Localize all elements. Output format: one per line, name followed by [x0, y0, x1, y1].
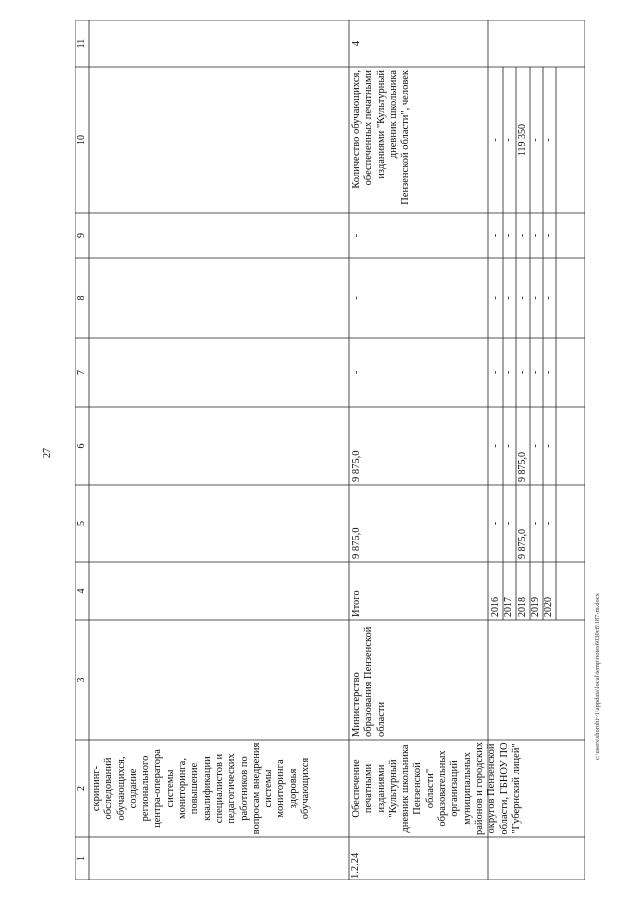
- column-number-8-text: 8: [75, 295, 87, 301]
- year-2016-c10-text: -: [490, 138, 502, 142]
- year-2019-c5: [530, 485, 543, 562]
- column-number-10-text: 10: [75, 135, 87, 145]
- year-2017-c7: [503, 338, 516, 407]
- row-total-c11: [349, 20, 585, 67]
- row-total-c9: [349, 213, 488, 258]
- year-2019-text: 2019: [530, 597, 542, 617]
- year-2020: [543, 562, 556, 620]
- row-total-c8-text: -: [351, 296, 362, 300]
- year-2020-c10-text: -: [543, 138, 555, 142]
- column-number-5: [75, 485, 89, 562]
- year-2019-c6: [530, 407, 543, 485]
- column-number-3: [75, 620, 89, 740]
- year-2020-c5: [543, 485, 556, 562]
- year-2017: [503, 562, 516, 620]
- year-2020-c6-text: -: [543, 444, 555, 448]
- year-2018-c6-text: 9 875,0: [516, 452, 528, 482]
- year-2016-c6-text: -: [490, 444, 502, 448]
- year-2017-c7-text: -: [503, 370, 515, 375]
- year-2018-c8: [516, 258, 530, 338]
- year-2018-c7: [516, 338, 530, 407]
- column-number-9-text: 9: [75, 233, 87, 238]
- year-2017-c9-text: -: [503, 233, 515, 238]
- row-total-label-text: Итого: [351, 590, 362, 617]
- column-number-6: [75, 407, 89, 485]
- column-number-9: [75, 213, 89, 258]
- continued-row-name-text: скрининг-обследований обучающихся, создание регионального центра-оператора системы мониторинга, повышение квалификации специалистов и педагогических работников по вопросам внедрения системы мониторинга здоровья обучающихся: [91, 742, 312, 835]
- column-number-7-text: 7: [75, 370, 87, 375]
- row-total-c6-text: 9 875,0: [351, 450, 362, 482]
- row-number: [349, 837, 585, 880]
- row-total-label: [349, 562, 488, 620]
- year-2020-c8-text: -: [543, 296, 555, 300]
- column-number-10: [75, 67, 89, 213]
- row-name: [349, 740, 585, 837]
- column-number-5-text: 5: [75, 521, 87, 526]
- year-2019-c8-text: -: [530, 296, 542, 300]
- table: [75, 20, 585, 880]
- row-total-c5-text: 9 875,0: [351, 527, 362, 559]
- continued-row-name: [89, 740, 349, 837]
- year-2020-c6: [543, 407, 556, 485]
- year-2019-c10-text: -: [530, 138, 542, 142]
- year-2020-c7-text: -: [543, 370, 555, 375]
- row-total-c8: [349, 258, 488, 338]
- year-2017-c5-text: -: [503, 521, 515, 526]
- year-2020-c5-text: -: [543, 521, 555, 526]
- column-number-2: [75, 740, 89, 837]
- year-2020-c7: [543, 338, 556, 407]
- year-2016-c9-text: -: [490, 233, 502, 238]
- row-total-c9-text: -: [351, 233, 362, 238]
- row-executor-text: Министерство образования Пензенской области: [351, 626, 387, 737]
- year-2020-text: 2020: [543, 597, 555, 617]
- year-2018-c5: [516, 485, 530, 562]
- column-number-4-text: 4: [75, 588, 87, 594]
- year-2016-c8: [490, 258, 503, 338]
- row-number-text: 1.2.24: [350, 852, 361, 879]
- year-2018-c9: [516, 213, 530, 258]
- year-2019-c7: [530, 338, 543, 407]
- row-name-text: Обеспечение печатными изданиями "Культурный дневник школьника Пензенской области" образовательных организаций муниципальных районов и городских округов Пензенской области, ГБНОУ ПО "Губернский лицей": [351, 742, 522, 835]
- column-number-1: [75, 837, 89, 880]
- year-2017-c10-text: -: [503, 138, 515, 142]
- year-2020-c8: [543, 258, 556, 338]
- column-number-3-text: 3: [75, 677, 87, 683]
- year-2017-c5: [503, 485, 516, 562]
- year-2016-c7: [490, 338, 503, 407]
- year-2016-c7-text: -: [490, 370, 502, 375]
- year-2017-c6-text: -: [503, 444, 515, 448]
- year-2020-c10: [543, 67, 556, 213]
- year-2018-c9-text: -: [516, 233, 528, 238]
- column-number-7: [75, 338, 89, 407]
- column-number-8: [75, 258, 89, 338]
- year-2017-c8-text: -: [503, 296, 515, 300]
- year-2016-c6: [490, 407, 503, 485]
- row-total-c5: [349, 485, 488, 562]
- year-2016-c5: [490, 485, 503, 562]
- year-2016-text: 2016: [490, 597, 502, 617]
- year-2020-c9: [543, 213, 556, 258]
- year-2019-c10: [530, 67, 543, 213]
- footer-path: c:\users\shorohi~1\appdata\local\temp\notes6030c8\187-m.docx: [594, 593, 601, 760]
- year-2018-c6: [516, 407, 530, 485]
- year-2016-c5-text: -: [490, 521, 502, 526]
- column-number-11-text: 11: [75, 38, 87, 49]
- year-2017-c9: [503, 213, 516, 258]
- row-executor: [349, 620, 488, 740]
- year-2016-c8-text: -: [490, 296, 502, 300]
- column-number-6-text: 6: [75, 443, 87, 449]
- year-2019-c7-text: -: [530, 370, 542, 375]
- column-number-4: [75, 562, 89, 620]
- row-total-c6: [349, 407, 488, 485]
- year-2017-c8: [503, 258, 516, 338]
- year-2019-c9: [530, 213, 543, 258]
- year-2019-c5-text: -: [530, 521, 542, 526]
- row-indicator-text: Количество обучающихся, обеспеченных печатными изданиями "Культурный дневник школьника Пензенской области", человек: [351, 70, 412, 205]
- year-2018: [516, 562, 530, 620]
- row-total-c7: [349, 338, 488, 407]
- year-2018-text: 2018: [516, 597, 528, 617]
- year-2018-c10-text: 119 350: [516, 123, 528, 157]
- year-2016: [490, 562, 503, 620]
- column-number-1-text: 1: [75, 856, 87, 861]
- year-2018-c8-text: -: [516, 296, 528, 300]
- year-2019-c8: [530, 258, 543, 338]
- year-2019-c6-text: -: [530, 444, 542, 448]
- column-number-11: [75, 20, 89, 67]
- year-2017-c10: [503, 67, 516, 213]
- year-2016-c9: [490, 213, 503, 258]
- year-2018-c10: [516, 67, 530, 213]
- year-2018-c5-text: 9 875,0: [516, 529, 528, 559]
- year-2019: [530, 562, 543, 620]
- year-2017-text: 2017: [503, 597, 515, 617]
- row-total-c7-text: -: [351, 370, 362, 375]
- year-2019-c9-text: -: [530, 233, 542, 238]
- year-2018-c7-text: -: [516, 370, 528, 375]
- row-indicator: [349, 67, 488, 213]
- year-2017-c6: [503, 407, 516, 485]
- year-2016-c10: [490, 67, 503, 213]
- page-number: 27: [42, 448, 53, 458]
- row-total-c11-text: 4: [351, 40, 362, 47]
- year-2020-c9-text: -: [543, 233, 555, 238]
- column-number-2-text: 2: [75, 786, 87, 791]
